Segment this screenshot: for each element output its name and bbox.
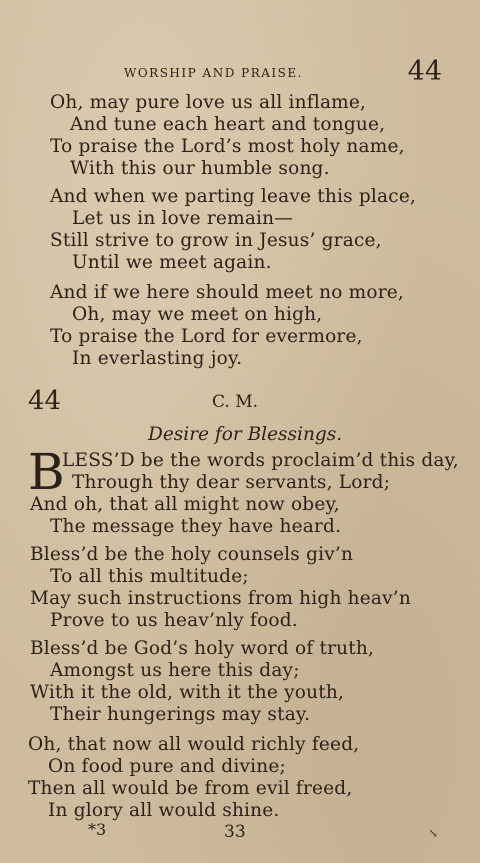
signature-mark: *3 <box>88 820 107 839</box>
verse-line: Through thy dear servants, Lord; <box>72 472 391 493</box>
verse-line: Bless’d be the holy counsels giv’n <box>30 544 354 565</box>
stray-mark: ↘ <box>428 826 439 840</box>
verse-line: To all this multitude; <box>50 566 249 587</box>
hymn-number: 44 <box>28 386 62 416</box>
verse-line: Until we meet again. <box>72 252 272 273</box>
verse-line: Still strive to grow in Jesus’ grace, <box>50 230 382 251</box>
verse-line: To praise the Lord’s most holy name, <box>50 136 405 157</box>
verse-line: Then all would be from evil freed, <box>28 778 353 799</box>
header-page-number: 44 <box>407 56 442 87</box>
verse-line: Bless’d be God’s holy word of truth, <box>30 638 375 659</box>
page-header <box>0 56 480 92</box>
footer-page-number: 33 <box>224 822 246 842</box>
verse-line: Amongst us here this day; <box>50 660 300 681</box>
verse-line: Their hungerings may stay. <box>50 704 311 725</box>
verse-line: In everlasting joy. <box>72 348 243 369</box>
hymn-title: Desire for Blessings. <box>148 424 343 445</box>
verse-line: Prove to us heav’nly food. <box>50 610 298 631</box>
verse-line: And oh, that all might now obey, <box>30 494 340 515</box>
drop-cap: B <box>28 443 65 501</box>
verse-line: And tune each heart and tongue, <box>70 114 386 135</box>
hymn-meter: C. M. <box>212 392 259 412</box>
verse-line: And when we parting leave this place, <box>50 186 417 207</box>
verse-line: The message they have heard. <box>50 516 342 537</box>
verse-line: To praise the Lord for evermore, <box>50 326 363 347</box>
verse-line: Oh, may we meet on high, <box>72 304 323 325</box>
verse-line: And if we here should meet no more, <box>50 282 404 303</box>
verse-line: In glory all would shine. <box>48 800 280 821</box>
verse-line: May such instructions from high heav’n <box>30 588 411 609</box>
verse-line: With this our humble song. <box>70 158 330 179</box>
verse-line: LESS’D be the words proclaim’d this day, <box>62 450 459 471</box>
verse-line: With it the old, with it the youth, <box>30 682 345 703</box>
verse-line: Let us in love remain— <box>72 208 293 229</box>
verse-line: On food pure and divine; <box>48 756 286 777</box>
verse-line: Oh, that now all would richly feed, <box>28 734 360 755</box>
verse-line: Oh, may pure love us all inflame, <box>50 92 367 113</box>
running-head: WORSHIP AND PRAISE. <box>124 66 303 80</box>
